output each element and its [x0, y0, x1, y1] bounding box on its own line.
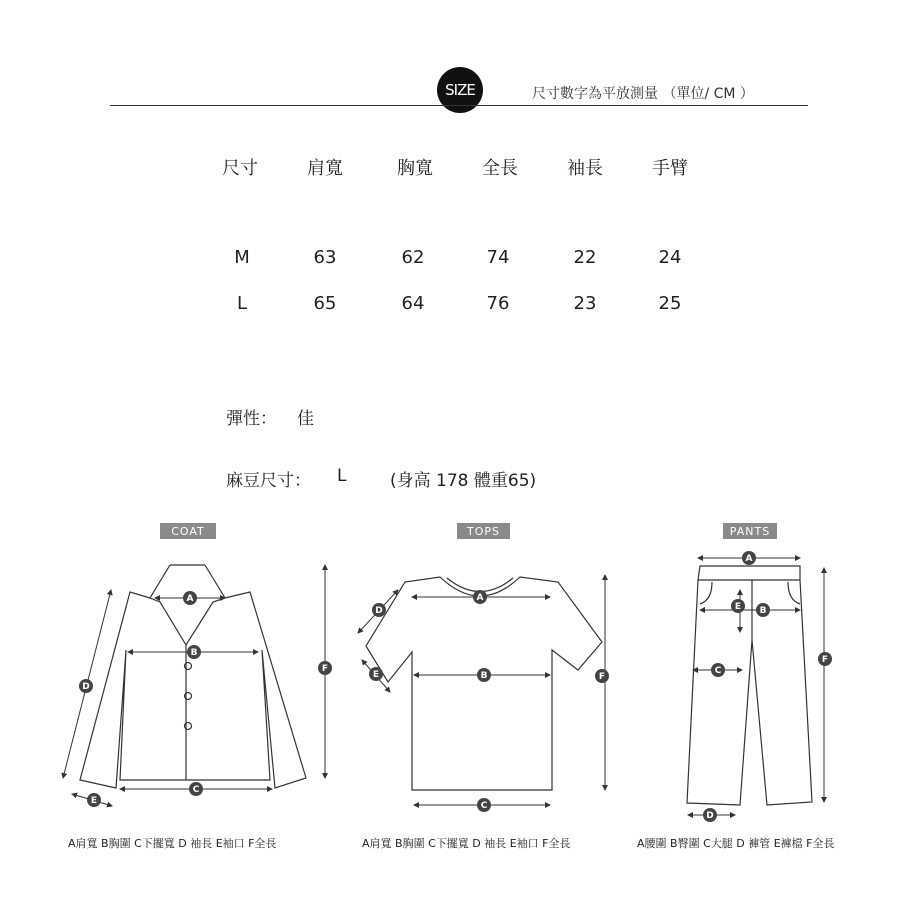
table-cell: 65 — [313, 293, 337, 314]
svg-text:D: D — [82, 682, 90, 692]
table-cell: 24 — [658, 247, 682, 268]
marker-e — [731, 599, 745, 613]
marker-b — [477, 668, 491, 682]
model-size-label: 麻豆尺寸： — [226, 471, 311, 491]
marker-f — [318, 661, 332, 675]
svg-text:B: B — [759, 606, 767, 616]
tops-outline — [366, 577, 602, 790]
marker-a — [473, 590, 487, 604]
marker-b — [756, 603, 770, 617]
svg-text:E: E — [90, 796, 98, 806]
measurement-markers — [79, 551, 832, 822]
svg-text:C: C — [714, 666, 722, 676]
svg-text:E: E — [734, 602, 742, 612]
pants-tag: PANTS — [723, 523, 777, 539]
table-cell: 64 — [401, 293, 425, 314]
marker-d — [79, 679, 93, 693]
elasticity-label: 彈性： — [226, 409, 277, 429]
coat-tag: COAT — [160, 523, 216, 539]
marker-e — [87, 793, 101, 807]
svg-text:D: D — [375, 606, 383, 616]
marker-a — [742, 551, 756, 565]
coat-caption: A肩寬 B胸圍 C下擺寬 D 袖長 E袖口 F全長 — [68, 837, 277, 850]
marker-d — [372, 603, 386, 617]
pants-outline — [687, 566, 812, 805]
svg-text:F: F — [598, 672, 606, 682]
marker-c — [711, 663, 725, 677]
marker-f — [595, 669, 609, 683]
tops-caption: A肩寬 B胸圍 C下擺寬 D 袖長 E袖口 F全長 — [362, 837, 571, 850]
svg-text:E: E — [372, 670, 380, 680]
marker-a — [183, 591, 197, 605]
svg-text:D: D — [706, 811, 714, 821]
model-size-value: L — [337, 466, 347, 486]
svg-text:A: A — [745, 554, 753, 564]
elasticity-value: 佳 — [297, 409, 314, 429]
marker-f — [818, 652, 832, 666]
marker-b — [187, 645, 201, 659]
svg-text:F: F — [321, 664, 329, 674]
size-badge: SIZE — [437, 67, 483, 113]
svg-text:A: A — [186, 594, 194, 604]
table-header: 袖長 — [567, 158, 603, 179]
table-cell: 25 — [658, 293, 682, 314]
table-cell: 22 — [573, 247, 597, 268]
svg-text:F: F — [821, 655, 829, 665]
table-cell: M — [234, 247, 250, 268]
svg-text:B: B — [480, 671, 488, 681]
svg-text:B: B — [190, 648, 198, 658]
marker-c — [477, 798, 491, 812]
table-cell: 63 — [313, 247, 337, 268]
table-header: 全長 — [482, 158, 518, 179]
marker-c — [189, 782, 203, 796]
table-header: 胸寬 — [397, 158, 433, 179]
svg-text:C: C — [192, 785, 200, 795]
table-header: 肩寬 — [307, 158, 343, 179]
measurement-note: 尺寸數字為平放測量 （單位/ CM ） — [532, 86, 754, 102]
table-header: 手臂 — [652, 158, 688, 179]
table-cell: 76 — [486, 293, 510, 314]
table-cell: L — [236, 293, 248, 314]
marker-e — [369, 667, 383, 681]
table-header: 尺寸 — [222, 158, 258, 179]
table-cell: 23 — [573, 293, 597, 314]
pants-caption: A腰圍 B臀圍 C大腿 D 褲管 E褲檔 F全長 — [637, 837, 835, 850]
tops-tag: TOPS — [457, 523, 510, 539]
table-cell: 62 — [401, 247, 425, 268]
svg-text:C: C — [480, 801, 488, 811]
marker-d — [703, 808, 717, 822]
table-cell: 74 — [486, 247, 510, 268]
svg-text:A: A — [476, 593, 484, 603]
model-body-note: (身高 178 體重65) — [390, 471, 537, 491]
